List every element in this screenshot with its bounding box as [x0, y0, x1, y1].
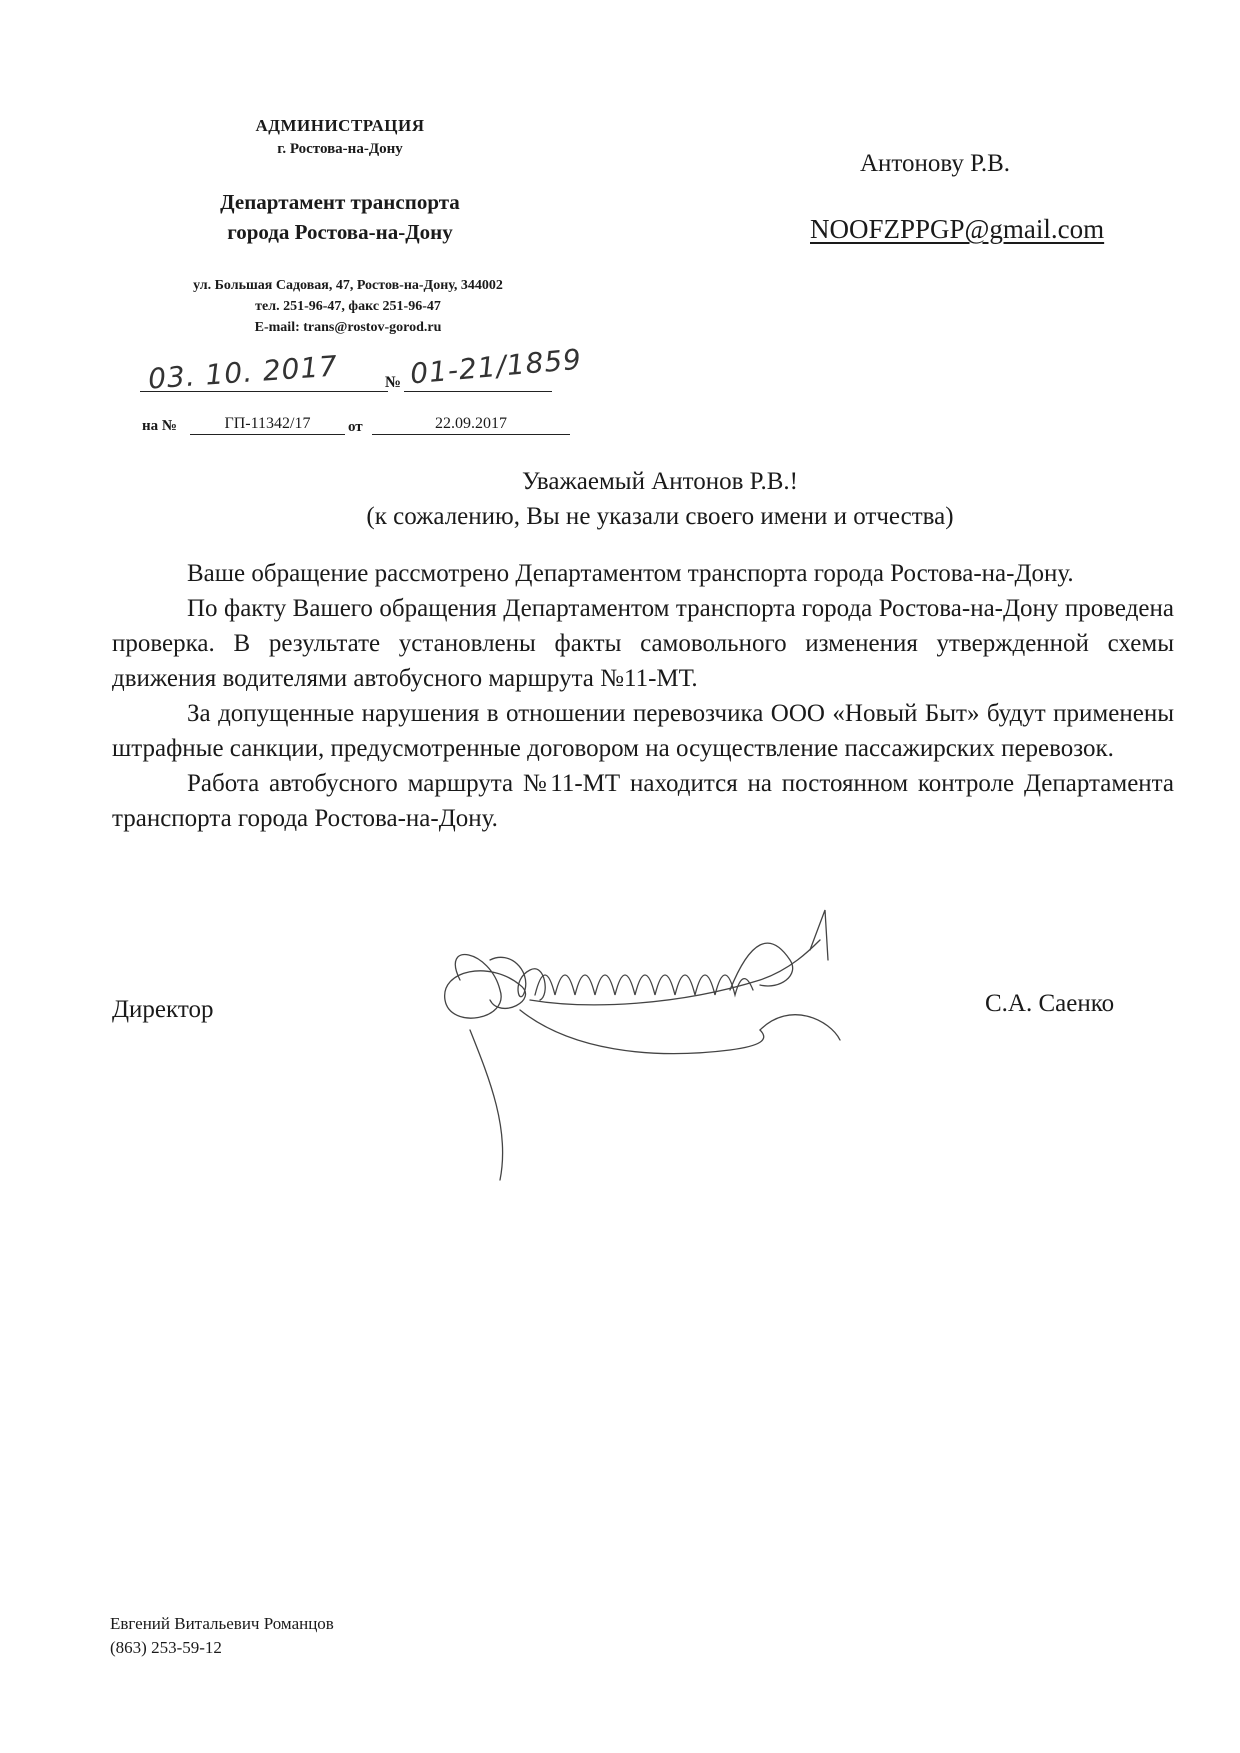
registration-number-label: № [385, 374, 402, 391]
body-paragraph-4: Работа автобусного маршрута №11-МТ находится на постоянном контроле Департамента транспорта города Ростова-на-Дону. [112, 770, 1174, 832]
handwritten-signature [430, 900, 870, 1200]
reference-number: ГП-11342/17 [224, 415, 311, 432]
reference-prefix: на № [142, 418, 177, 434]
letterhead-department-line1: Департамент транспорта [220, 190, 460, 214]
body-paragraph-3: За допущенные нарушения в отношении перевозчика ООО «Новый Быт» будут применены штрафные санкции, предусмотренные договором на осуществление пассажирских перевозок. [112, 700, 1174, 762]
signatory-name: С.А. Саенко [985, 990, 1115, 1017]
reference-date: 22.09.2017 [435, 415, 507, 432]
greeting-line1: Уважаемый Антонов Р.В.! [522, 468, 798, 495]
signatory-title: Директор [112, 996, 214, 1023]
registration-number-line [404, 391, 552, 392]
recipient-name: Антонову Р.В. [860, 150, 1011, 177]
reference-from-label: от [348, 419, 363, 435]
letterhead-email: E-mail: trans@rostov-gorod.ru [254, 320, 442, 335]
letterhead-department-line2: города Ростова-на-Дону [227, 220, 453, 244]
registration-date: 03. 10. 2017 [147, 349, 340, 396]
body-paragraph-1: Ваше обращение рассмотрено Департаментом транспорта города Ростова-на-Дону. [187, 560, 1074, 587]
greeting-line2: (к сожалению, Вы не указали своего имени и отчества) [366, 503, 954, 530]
reference-date-line [372, 434, 570, 435]
letter-body [112, 556, 1174, 836]
letterhead-admin: АДМИНИСТРАЦИЯ [255, 116, 425, 135]
recipient-email: NOOFZPPGP@gmail.com [810, 214, 1105, 244]
letterhead-address: ул. Большая Садовая, 47, Ростов-на-Дону, 344002 [193, 278, 503, 293]
reference-number-line [190, 434, 345, 435]
letterhead-phones: тел. 251-96-47, факс 251-96-47 [255, 299, 441, 314]
executor-phone: (863) 253-59-12 [110, 1638, 222, 1657]
executor-name: Евгений Витальевич Романцов [110, 1614, 334, 1633]
registration-number: 01-21/1859 [408, 342, 584, 391]
registration-date-line [140, 391, 388, 392]
letterhead-city: г. Ростова-на-Дону [277, 141, 403, 157]
body-paragraph-2: По факту Вашего обращения Департаментом транспорта города Ростова-на-Дону проведена проверка. В результате установлены факты самовольного изменения утвержденной схемы движения водителями автобусного маршрута №11-МТ. [112, 595, 1174, 692]
